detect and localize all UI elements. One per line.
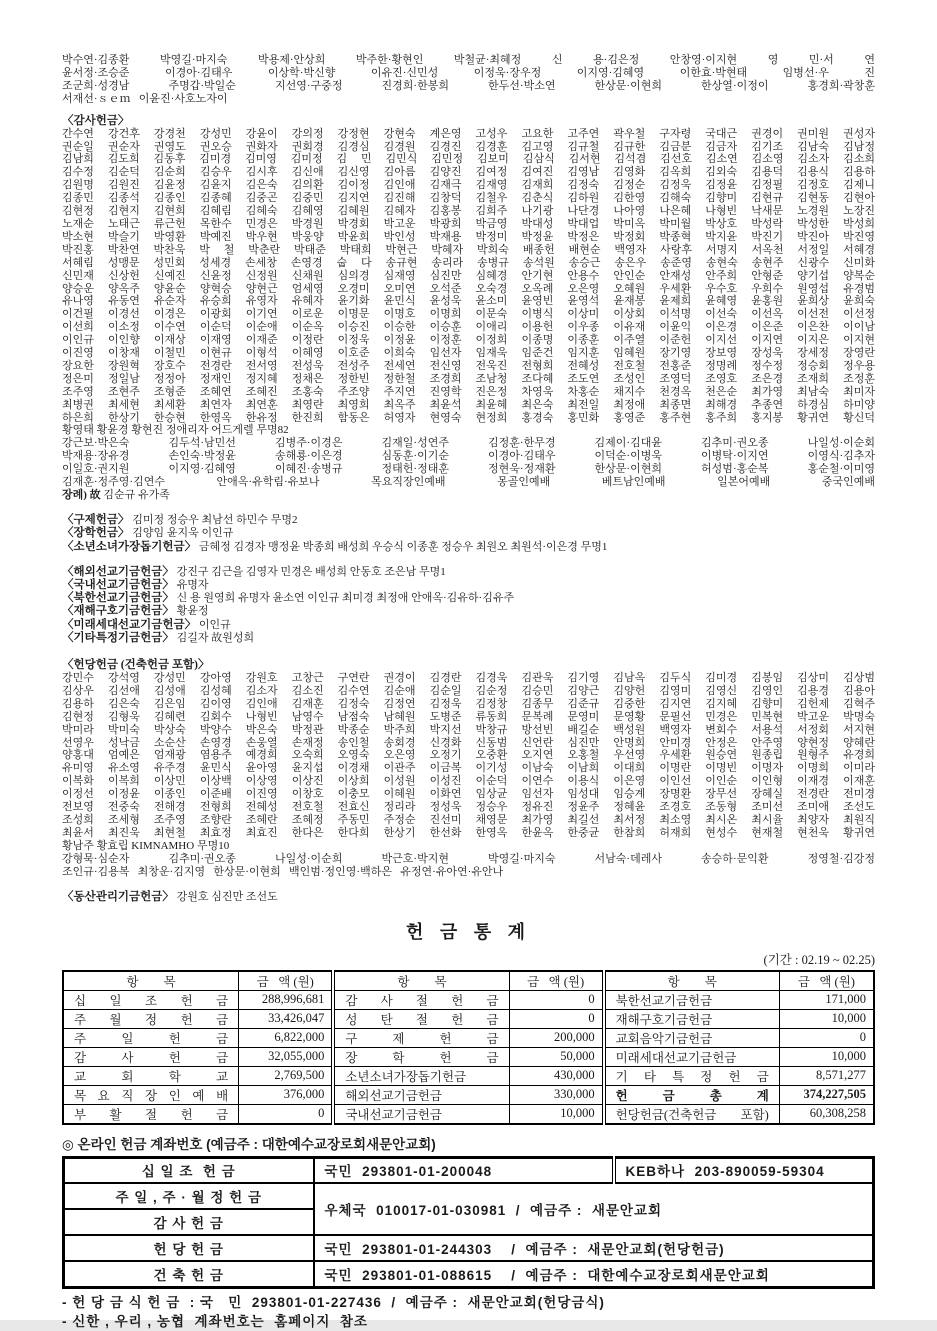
fund-section-names: 김길자 故원성희 bbox=[173, 631, 255, 644]
account-number: 우체국 010017-01-030981 / 예금주 : 새문안교회 bbox=[314, 1183, 874, 1235]
stats-item-amount: 0 bbox=[779, 1028, 874, 1047]
name-line: 박수연·김종환 박영길·마지숙 박용제·안상희 박주한·황현인 박철균·최혜정 신 용·김은정 안창영·이지현 영 민·서 연 bbox=[62, 54, 875, 66]
stats-item-amount: 10,000 bbox=[509, 1104, 604, 1124]
name-line: 조성희 조세형 조주영 조향란 조혜란 조혜정 주동민 주정순 진선미 채영문 최가영 최길선 최서정 최소영 최시온 최시율 최양자 최원직 bbox=[62, 814, 875, 826]
name-line: 박미라 박미숙 박상숙 박양수 박은숙 박정관 박종순 박주희 박지선 박창규 방선빈 배길순 백성원 백영자 변회수 서용석 서정회 서지현 bbox=[62, 723, 875, 736]
name-line: 김용하 김은숙 김은임 김이영 김인애 김재훈 김정숙 김정연 김정욱 김정창 김종무 김준규 김중한 김지연 김지혜 김향미 김헌제 김혁주 bbox=[62, 697, 875, 710]
accounts-table bbox=[62, 1156, 875, 1289]
dongsan-section bbox=[62, 891, 875, 904]
account-number: 국민 293801-01-244303 / 예금주 : 새문안교회(헌당헌금) bbox=[314, 1235, 874, 1261]
stats-item-label: 십 일 조 헌 금 bbox=[63, 990, 239, 1009]
stats-period: (기간 : 02.19 ~ 02.25) bbox=[763, 952, 875, 967]
name-line: 유미영 유소영 유주경 윤민식 윤아영 윤지섭 이경채 이관주 이금복 이기성 이남숙 이남희 이대희 이명란 이명빈 이명자 이명희 이미라 bbox=[62, 762, 875, 775]
name-line: 유나영 유동연 유순자 유승희 유영자 유혜자 윤기화 윤민식 윤성욱 윤소미 윤영빈 윤영석 윤재봉 윤제희 윤혜영 윤홍원 윤희상 윤희숙 bbox=[62, 295, 875, 308]
stats-item-label: 재해구호기금헌금 bbox=[604, 1009, 780, 1028]
fund-section-label: 〈소년소녀가장돕기헌금〉 bbox=[62, 540, 197, 553]
gamsa-tail-line bbox=[62, 424, 875, 437]
account-row bbox=[64, 1235, 874, 1261]
account-row bbox=[64, 1183, 874, 1209]
account-number: 국민 293801-01-200048 bbox=[314, 1157, 614, 1183]
account-label: 감 사 헌 금 bbox=[64, 1209, 314, 1235]
name-line: 이인규 이인향 이재상 이재영 이재준 이정란 이정욱 이정윤 이정훈 이정희 이종명 이종훈 이주열 이준헌 이지선 이지연 이지은 이지현 bbox=[62, 334, 875, 347]
top-couples-lines bbox=[62, 54, 875, 93]
stats-row bbox=[63, 1066, 874, 1085]
name-line: 김상우 김선애 김성애 김성혜 김소자 김소진 김수연 김순애 김순일 김순정 김승민 김양근 김양헌 김영미 김영신 김영인 김용경 김용아 bbox=[62, 684, 875, 697]
stats-item-amount: 171,000 bbox=[779, 990, 874, 1009]
name-line: 김현정 김현지 김현희 김혜림 김혜숙 김혜영 김혜원 김혜자 김홍봉 김희주 나기광 나단경 나아영 나은혜 나형빈 낙새문 노경원 노장진 bbox=[62, 205, 875, 218]
heondang-couple-lines bbox=[62, 853, 875, 866]
name-line: 김종민 김종석 김종인 김종혜 김중곤 김중민 김지연 김진해 김창덕 김철우 김춘식 김하원 김한영 김해숙 김향미 김현규 김현동 김현아 bbox=[62, 192, 875, 205]
fund-section-line bbox=[62, 619, 875, 632]
dongsan-label: 〈동산관리기금헌금〉 bbox=[62, 890, 174, 903]
stats-header-item: 항 목 bbox=[63, 971, 239, 991]
stats-item-amount: 2,769,500 bbox=[239, 1066, 334, 1085]
stats-item-amount: 376,000 bbox=[239, 1085, 334, 1104]
stats-header-row bbox=[63, 971, 874, 991]
fund-section-label: 〈기타특정기금헌금〉 bbox=[62, 631, 174, 644]
name-line: 최병권 최세현 최세환 최연자 최연훈 최영란 최영희 최옥주 최윤석 최윤혜 최은숙 최전일 최정애 최종면 최해경 추종연 하경심 하미양 bbox=[62, 398, 875, 411]
funds-group-a bbox=[62, 514, 875, 554]
stats-item-label: 소년소녀가장돕기헌금 bbox=[333, 1066, 509, 1085]
fund-section-names: 유명자 bbox=[173, 579, 209, 592]
top-couples-tail bbox=[62, 93, 875, 106]
name-line: 윤서정·조승준 이경아·김태우 이상학·박신향 이유진·신민성 이정욱·장우정 이지영·김혜영 이한효·박현태 임병선·우 진 bbox=[62, 66, 875, 79]
name-line: 신민재 신상헌 신예진 신윤정 신정원 신채원 심의경 심재영 심진만 심혜경 안기현 안용수 안인순 안재성 안주희 안형준 양기섭 양복순 bbox=[62, 269, 875, 282]
fund-section-line bbox=[62, 632, 875, 645]
name-line: 하은희 한상기 한승현 한영옥 한유정 한진희 함동은 허영자 현영숙 현정희 홍경숙 홍민화 홍영준 홍주현 홍주희 홍지봉 황귀연 황신덕 bbox=[62, 411, 875, 424]
stats-item-amount: 0 bbox=[239, 1104, 334, 1124]
name-line: 선영우 성낙금 소순산 손영경 손웅열 손재정 송인철 송회경 신경화 신동범 신언란 심진만 안명희 안미경 안정은 안주영 양현정 양혜란 bbox=[62, 736, 875, 749]
name-line: 최윤서 최진욱 최현철 최효정 최효진 한다은 한다희 한상기 한선화 한영옥 한윤옥 한중균 한참희 허재희 현성수 현재철 현천욱 황귀연 bbox=[62, 826, 875, 839]
stats-title: 헌 금 통 계 bbox=[405, 921, 532, 942]
name-line: 정은미 정일남 정정아 정재인 정지혜 정채은 정한빈 정한철 조경희 조남청 조다혜 조도연 조성인 조영덕 조영호 조은경 조재희 조정훈 bbox=[62, 372, 875, 385]
name-line: 박소현 박슬기 박영환 박예진 박우현 박웅양 박윤희 박인성 박재용 박정미 박정윤 박정은 박정회 박종혁 박지윤 박진기 박진아 박진영 bbox=[62, 230, 875, 243]
stats-item-amount: 0 bbox=[509, 990, 604, 1009]
stats-item-amount: 430,000 bbox=[509, 1066, 604, 1085]
stats-item-amount: 288,996,681 bbox=[239, 990, 334, 1009]
fund-section-names: 금혜정 김경자 맹정윤 박종희 배성희 우승식 이종훈 정승우 최원오 최원석·이은경 무명1 bbox=[196, 540, 608, 553]
fund-section-names: 황윤정 bbox=[173, 605, 209, 618]
stats-header-item: 항 목 bbox=[604, 971, 780, 991]
stats-row bbox=[63, 1028, 874, 1047]
gamsa-couple-lines bbox=[62, 437, 875, 489]
fund-section-line bbox=[62, 527, 875, 540]
stats-table bbox=[62, 970, 875, 1125]
gamsa-section-title: 〈감사헌금〉 bbox=[62, 114, 130, 127]
fund-section-label: 〈장학헌금〉 bbox=[62, 527, 130, 540]
name-line: 이건필 이경선 이경은 이광회 이기연 이로운 이명문 이명호 이명희 이문숙 이병식 이상미 이상회 이석명 이선숙 이선옥 이선전 이선정 bbox=[62, 308, 875, 321]
fund-section-names: 김양임 윤지욱 이인규 bbox=[129, 527, 234, 540]
heondang-section-title: 〈헌당헌금 (건축헌금 포함)〉 bbox=[62, 659, 210, 672]
stats-item-label: 기 타 특 정 헌 금 bbox=[604, 1066, 780, 1085]
stats-item-label: 미래세대선교기금헌금 bbox=[604, 1047, 780, 1066]
stats-header-amount: 금 액 (원) bbox=[239, 971, 334, 991]
dongsan-names: 강원호 심진만 조선도 bbox=[173, 890, 278, 903]
name-line: 박진홍 박찬연 박찬욱 박 철 박춘란 박태준 박태희 박현근 박혜자 박희숙 배종헌 배현순 백영자 사랑후 서명지 서옥천 서정일 서혜경 bbox=[62, 243, 875, 256]
name-line: - 헌 당 금 식 헌 금 : 국 민 293801-01-227436 / 예금주 : 새문안교회(헌당금식) bbox=[62, 1294, 605, 1310]
stats-item-amount: 6,822,000 bbox=[239, 1028, 334, 1047]
fund-section-label: 〈재해구호기금헌금〉 bbox=[62, 605, 174, 618]
account-row bbox=[64, 1157, 874, 1183]
name-line: 김재훈·정주영·김연수 안애옥·유학림·유보나 목요직장인예배 몽골인예배 베트남인예배 일본어예배 중국인예배 bbox=[62, 476, 875, 489]
account-number: KEB하나 203-890059-59304 bbox=[614, 1157, 874, 1183]
fund-section-line bbox=[62, 566, 875, 579]
name-line: 이진영 이창재 이철민 이현규 이형석 이혜영 이호준 이희숙 임선자 임재욱 임준건 임지훈 임혜원 장기영 장보영 장성욱 장세정 장영란 bbox=[62, 347, 875, 360]
name-line: - 신한 , 우리 , 농협 계좌번호는 홈페이지 참조 bbox=[62, 1313, 368, 1329]
account-number: 국민 293801-01-088615 / 예금주 : 대한예수교장로회새문안교회 bbox=[314, 1261, 874, 1287]
name-line: 간수연 강건후 강경천 강성민 강윤이 강의정 강정현 강현숙 계은영 고성우 고요한 고주연 곽우철 구자령 국대근 권경이 권미원 권성자 bbox=[62, 127, 875, 140]
name-line: 조주영 조현주 조형준 조혜연 조혜진 조홍숙 주조양 주지연 진영학 진은정 차영욱 차홍순 채지수 천경옥 천은순 최가영 최남숙 최미자 bbox=[62, 385, 875, 398]
stats-item-amount: 33,426,047 bbox=[239, 1009, 334, 1028]
heondang-couple-tail bbox=[62, 866, 875, 879]
account-label: 십 일 조 헌 금 bbox=[64, 1157, 314, 1183]
fund-section-label: 〈해외선교기금헌금〉 bbox=[62, 565, 174, 578]
name-line: 권순일 권순자 권영도 권오승 권화자 권회경 김경심 김경원 김경진 김경훈 김고영 김규철 김규한 김금분 김금자 김기조 김남숙 김남정 bbox=[62, 140, 875, 153]
stats-row bbox=[63, 990, 874, 1009]
stats-item-label: 북한선교기금헌금 bbox=[604, 990, 780, 1009]
fund-section-label: 〈국내선교기금헌금〉 bbox=[62, 579, 174, 592]
name-line: 강민수 강석영 강성민 강아영 강원호 고창근 구연란 권경이 김경란 김경욱 김관욱 김기영 김남옥 김두식 김미경 김봉임 김상미 김상범 bbox=[62, 672, 875, 685]
name-line: 조군희·성경남 주명갑·박일순 지선영·구중정 진경희·한봉희 한두선·박소연 한상문·이현희 한상열·이정이 홍경희·곽창훈 bbox=[62, 79, 875, 92]
account-label: 헌 당 헌 금 bbox=[64, 1235, 314, 1261]
stats-item-amount: 32,055,000 bbox=[239, 1047, 334, 1066]
stats-item-label: 헌당헌금(건축헌금 포함) bbox=[604, 1104, 780, 1124]
stats-item-amount: 330,000 bbox=[509, 1085, 604, 1104]
name-line: 조인규·김용복 최창운·김지영 한상문·이현희 백인범·정인영·백하은 유정연·유아연·유안나 bbox=[62, 865, 504, 878]
stats-header-amount: 금 액 (원) bbox=[779, 971, 874, 991]
stats-item-label: 주 월 정 헌 금 bbox=[63, 1009, 239, 1028]
funeral-label: 장례) 故 bbox=[62, 489, 101, 501]
fund-section-line bbox=[62, 514, 875, 527]
stats-header-amount: 금 액 (원) bbox=[509, 971, 604, 991]
name-line: 박재용·장유경 손인숙·박정윤 송해룡·이은경 심동훈·이기순 이경아·김태우 이덕순·이병욱 이병탁·이지연 이영식·김추자 bbox=[62, 450, 875, 463]
stats-item-label: 구 제 헌 금 bbox=[333, 1028, 509, 1047]
fund-section-names: 신 용 원영희 유명자 윤소연 이인규 최미경 최정애 안애옥·김유하·김유주 bbox=[173, 592, 515, 605]
name-line: 서혜림 성맹문 성민회 성세경 손세창 손영경 숩 다 송규현 송리라 송병규 송석원 송승근 송은우 송준영 송현숙 송현주 신광수 신미화 bbox=[62, 256, 875, 269]
fund-section-label: 〈북한선교기금헌금〉 bbox=[62, 592, 174, 605]
stats-row bbox=[63, 1104, 874, 1124]
fund-section-line bbox=[62, 605, 875, 618]
funds-group-b bbox=[62, 566, 875, 645]
stats-item-amount: 60,308,258 bbox=[779, 1104, 874, 1124]
funeral-names: 김순규 유가족 bbox=[100, 489, 170, 501]
name-line: 김현정 김형욱 김혜련 김회수 나형빈 남영수 남점숙 남혜원 도병준 류동희 문복례 문영미 문영황 문필선 민경은 민복현 박고운 박명숙 bbox=[62, 710, 875, 723]
name-line: 노재순 노태근 류근헌 목한수 민경은 박경원 박경회 박고운 박광희 박금영 박대성 박대업 박미옥 박미월 박상호 박성락 박성한 박성희 bbox=[62, 217, 875, 230]
stats-item-label: 주 일 헌 금 bbox=[63, 1028, 239, 1047]
fund-section-names: 강진구 김근을 김영자 민경은 배성희 안동호 조은남 무명1 bbox=[173, 565, 446, 578]
name-line: 김수정 김순덕 김순희 김승우 김시후 김신애 김신영 김아름 김양진 김여정 김여진 김영남 김영화 김옥희 김외숙 김용덕 김용식 김용하 bbox=[62, 166, 875, 179]
stats-item-label: 교회음악기금헌금 bbox=[604, 1028, 780, 1047]
name-line: 이일호·권지원 이지영·김혜영 이혜진·송병규 정태헌·정태훈 정현욱·정재환 한상문·이현희 허성범·홍순복 홍순철·이미영 bbox=[62, 463, 875, 476]
stats-row bbox=[63, 1085, 874, 1104]
heondang-tail-line bbox=[62, 840, 875, 853]
gamsa-name-lines bbox=[62, 128, 875, 425]
name-line: 이복화 이복희 이상민 이상백 이상영 이상진 이상희 이성원 이성진 이순덕 이연수 이용식 이은영 이인선 이인순 이인형 이재경 이재훈 bbox=[62, 775, 875, 788]
stats-item-label: 교 회 학 교 bbox=[63, 1066, 239, 1085]
stats-item-amount: 10,000 bbox=[779, 1009, 874, 1028]
heondang-name-lines bbox=[62, 672, 875, 840]
name-line: 장요한 장원혁 장호수 전경란 전서영 전성욱 전성주 전세연 전신영 전욱진 전형희 전혜성 전호철 전홍준 정명례 정수정 정승회 정우용 bbox=[62, 359, 875, 372]
name-line: 황영태 황윤경 황현진 정애리자 어드게렐 무명82 bbox=[62, 424, 289, 437]
stats-row bbox=[63, 1009, 874, 1028]
stats-header-item: 항 목 bbox=[333, 971, 509, 991]
stats-item-label: 장 학 헌 금 bbox=[333, 1047, 509, 1066]
name-line: 양홍대 엄예은 엄재광 염용주 예경희 오숙희 오영숙 오은영 오정기 오중환 오지연 오홍철 우선영 우세환 원승연 원종립 원형주 유경희 bbox=[62, 749, 875, 762]
stats-item-label: 감 사 헌 금 bbox=[63, 1047, 239, 1066]
stats-item-label: 감 사 절 헌 금 bbox=[333, 990, 509, 1009]
stats-item-label: 국내선교기금헌금 bbox=[333, 1104, 509, 1124]
stats-item-amount: 200,000 bbox=[509, 1028, 604, 1047]
fund-section-label: 〈미래세대선교기금헌금〉 bbox=[62, 618, 197, 631]
fund-section-line bbox=[62, 592, 875, 605]
account-label: 건 축 헌 금 bbox=[64, 1261, 314, 1287]
fund-section-label: 〈구제헌금〉 bbox=[62, 514, 130, 527]
stats-item-amount: 0 bbox=[509, 1009, 604, 1028]
name-line: 강근보·박은숙 김두석·남민선 김병주·이경은 김재일·성연주 김정훈·한무경 김제이·김대윤 김추미·권오종 나일성·이순회 bbox=[62, 437, 875, 450]
name-line: 황남주 황효립 KIMNAMHO 무명10 bbox=[62, 839, 230, 852]
stats-item-amount: 374,227,505 bbox=[779, 1085, 874, 1104]
name-line: 이선희 이소정 이수연 이순덕 이순애 이순옥 이승진 이승한 이승훈 이애리 이용헌 이우종 이유재 이윤익 이은경 이은준 이은찬 이이남 bbox=[62, 321, 875, 334]
online-accounts-header: ◎ 온라인 헌금 계좌번호 (예금주 : 대한예수교장로회새문안교회) bbox=[62, 1136, 436, 1152]
stats-row bbox=[63, 1047, 874, 1066]
name-line: 김원명 김원진 김윤정 김윤지 김은숙 김의환 김이정 김인애 김재극 김재영 김재희 김정숙 김정순 김정욱 김정윤 김정필 김정호 김제니 bbox=[62, 179, 875, 192]
stats-item-label: 성 탄 절 헌 금 bbox=[333, 1009, 509, 1028]
stats-item-label: 부 활 절 헌 금 bbox=[63, 1104, 239, 1124]
fund-section-names: 김미정 정승우 최남선 하민수 무명2 bbox=[129, 514, 298, 527]
fund-section-line bbox=[62, 541, 875, 554]
name-line: 양승운 양옥주 양윤순 양혁승 양현근 엄세영 오경미 오미연 오석준 오숙경 오옥례 오은영 오혜원 우세환 우수호 우희수 원영섭 유경범 bbox=[62, 282, 875, 295]
fund-section-names: 이인규 bbox=[196, 618, 231, 631]
funeral-line bbox=[62, 489, 875, 502]
account-row bbox=[64, 1261, 874, 1287]
stats-item-label: 해외선교기금헌금 bbox=[333, 1085, 509, 1104]
stats-item-label: 목 요 직 장 인 예 배 bbox=[63, 1085, 239, 1104]
top-couples-block bbox=[62, 54, 875, 106]
name-line: 서재선·ｓｅｍ 이윤진·사호노자이 bbox=[62, 92, 228, 105]
stats-item-label: 헌 금 총 계 bbox=[604, 1085, 780, 1104]
name-line: 강형묵·심순자 김추미·권오종 나일성·이순희 박근호·박지현 박영길·마지숙 서남숙·데레사 송승하·문익환 정영철·김강정 bbox=[62, 852, 875, 865]
name-line: 전보영 전중숙 전해경 전형희 전혜성 전호철 전효신 정리라 정성욱 정승우 정유진 정윤주 정혜윤 조경호 조동형 조미선 조미애 조선도 bbox=[62, 801, 875, 814]
account-label: 주 일 , 주 · 월 정 헌 금 bbox=[64, 1183, 314, 1209]
stats-item-amount: 10,000 bbox=[779, 1047, 874, 1066]
stats-item-amount: 8,571,277 bbox=[779, 1066, 874, 1085]
account-notes bbox=[62, 1293, 875, 1331]
stats-item-amount: 50,000 bbox=[509, 1047, 604, 1066]
fund-section-line bbox=[62, 579, 875, 592]
name-line: 이정선 이정윤 이종인 이준배 이진영 이창호 이충모 이혜원 이화연 임상균 임선자 임성대 임승계 장명환 장무선 장혜실 전경란 전미경 bbox=[62, 788, 875, 801]
name-line: 김남희 김도희 김동후 김미경 김미영 김미정 김 민 김민식 김민정 김보미 김삼식 김서현 김석겸 김선호 김소연 김소영 김소자 김소희 bbox=[62, 153, 875, 166]
